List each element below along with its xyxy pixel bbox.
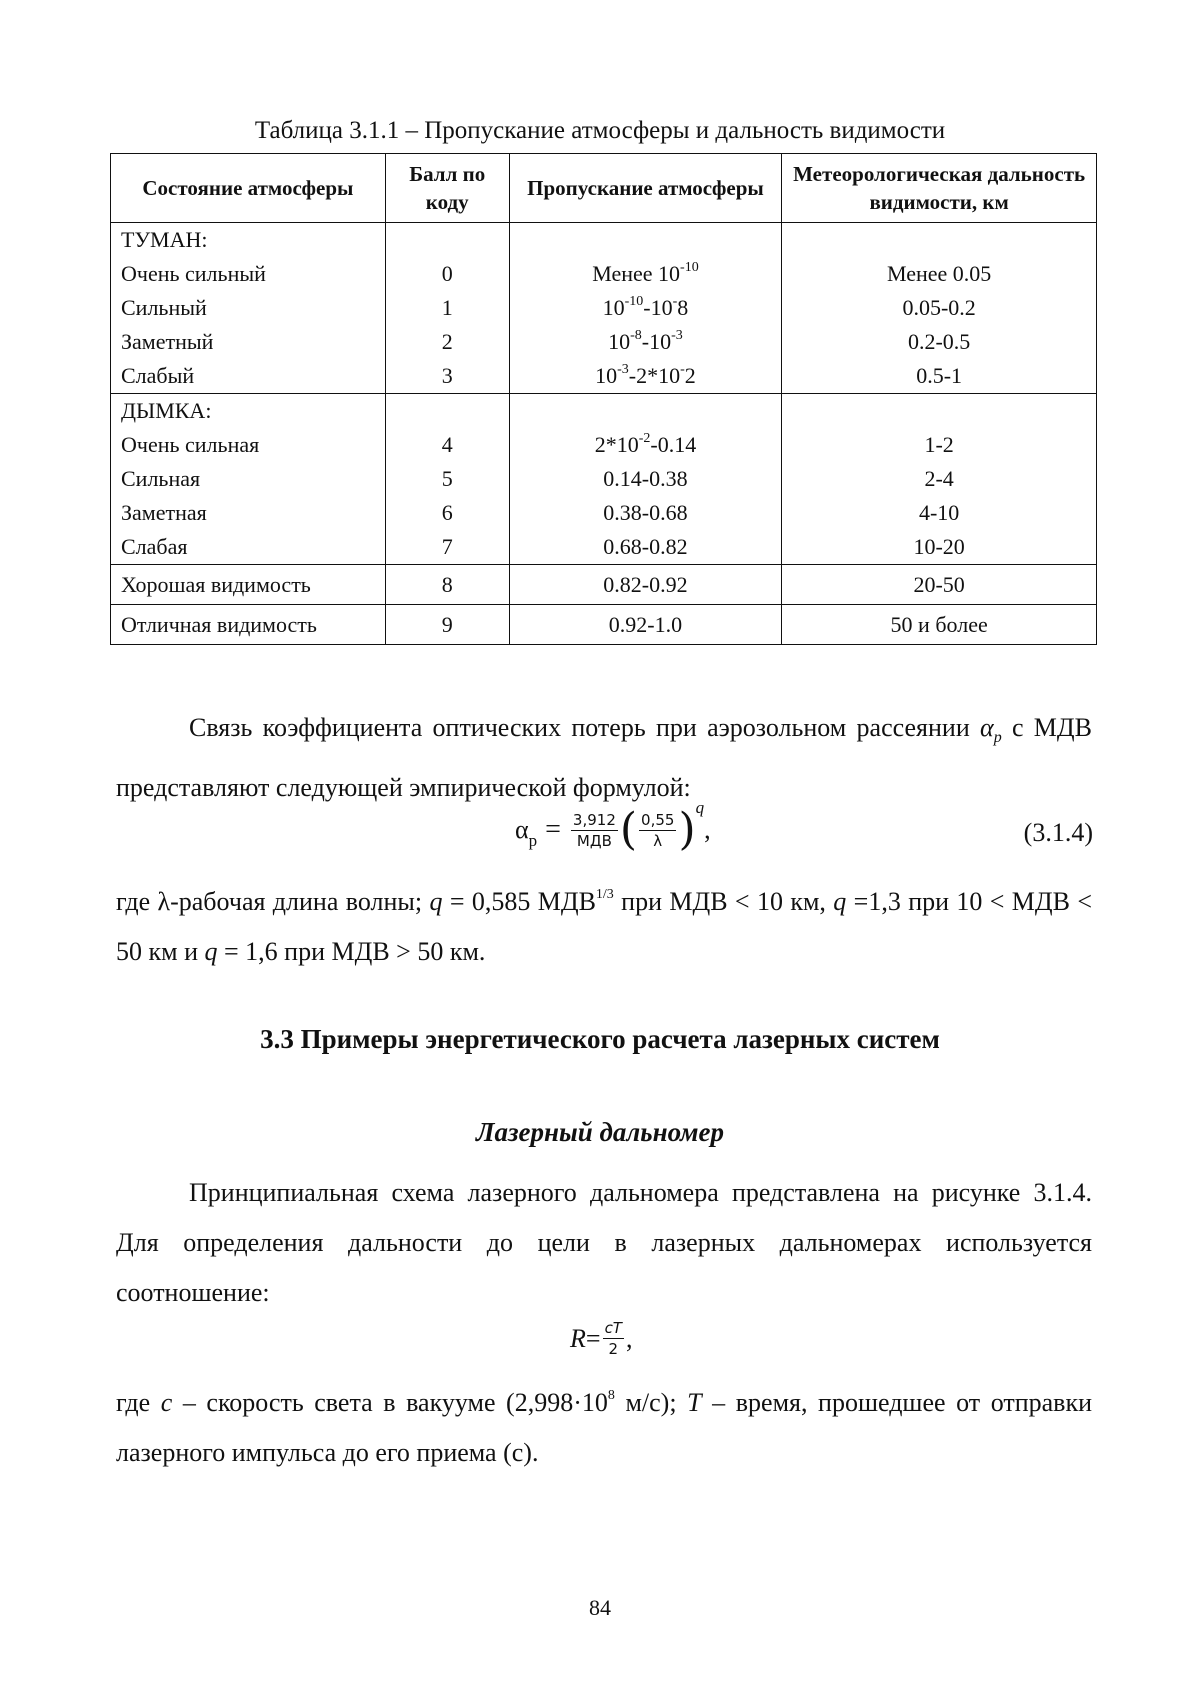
state-value: Слабый	[121, 363, 195, 388]
atmosphere-table	[110, 153, 1097, 645]
transmission-cell	[509, 223, 782, 394]
spacer	[510, 394, 782, 428]
transmission-cell	[509, 605, 782, 645]
state-cell	[111, 605, 386, 645]
visibility-value: 0.05-0.2	[902, 295, 976, 320]
code-value: 1	[441, 295, 453, 320]
transmission-value: $10^{-8}-10^{-3}$	[608, 327, 683, 354]
state-value: Отличная видимость	[121, 612, 317, 637]
transmission-value: $2*10^{-2}-0.14$	[594, 430, 697, 457]
formula-fraction-1: $\frac{3,912}{\text{МДВ}}$	[572, 810, 616, 850]
visibility-value: 20-50	[913, 572, 965, 597]
state-value: Сильный	[121, 295, 207, 320]
state-cell	[111, 565, 386, 605]
spacer	[386, 223, 509, 257]
visibility-value: 1-2	[924, 432, 954, 457]
state-value: Очень сильный	[121, 261, 266, 286]
paragraph-rangefinder: Принципиальная схема лазерного дальномера представлена на рисунке 3.1.4. Для определения дальности до цели в лазерных дальномерах используется соотношение:	[116, 1178, 1092, 1307]
state-value: Очень сильная	[121, 432, 260, 457]
code-cell	[385, 605, 509, 645]
paragraph-wavelength: где λ-рабочая длина волны; q = 0,585 $МДВ^{1/3}$ при МДВ < 10 км, q =1,3 при 10 < МДВ < 50 км и q = 1,6 при МДВ > 50 км.	[116, 887, 1093, 966]
right-paren: )	[678, 804, 696, 855]
code-value: 8	[441, 572, 453, 597]
code-cell	[385, 394, 509, 565]
code-value: 7	[441, 534, 453, 559]
state-cell	[111, 223, 386, 394]
table-group-row	[111, 394, 1097, 565]
transmission-value: $10^{-10}-10^-8$	[602, 293, 689, 320]
spacer	[386, 394, 509, 428]
formula-exponent: q	[695, 798, 705, 817]
table-group-row	[111, 223, 1097, 394]
transmission-value: 0.38-0.68	[603, 500, 688, 525]
state-value: Слабая	[121, 534, 188, 559]
visibility-cell	[782, 605, 1097, 645]
visibility-value: 2-4	[924, 466, 954, 491]
table-caption: Таблица 3.1.1 – Пропускание атмосферы и дальность видимости	[254, 117, 946, 144]
formula-range	[0, 1318, 1200, 1378]
formula-3-1-4	[0, 798, 1200, 868]
visibility-value: 0.2-0.5	[907, 329, 971, 354]
table-header-row	[111, 154, 1097, 223]
code-cell	[385, 223, 509, 394]
spacer	[782, 223, 1096, 257]
code-value: 5	[441, 466, 453, 491]
paragraph-speed-of-light: где c – скорость света в вакууме ($2,998\cdot 10^8$ м/с); T – время, прошедшее от отправки лазерного импульса до его приема (с).	[116, 1388, 1092, 1467]
spacer	[782, 394, 1096, 428]
visibility-value: 50 и более	[890, 612, 988, 637]
formula-range-equals: =	[585, 1323, 601, 1353]
code-value: 6	[441, 500, 453, 525]
group-title: ДЫМКА:	[121, 398, 212, 423]
formula-range-lhs: R	[570, 1323, 586, 1353]
header-code: Балл по коду	[385, 154, 509, 223]
paragraph-aerosol	[116, 703, 1092, 813]
paragraph-aerosol-tail: с МДВ представляют следующей эмпирической формулой:	[116, 713, 1092, 803]
state-value: Сильная	[121, 466, 201, 491]
section-heading: 3.3 Примеры энергетического расчета лазерных систем	[260, 1024, 940, 1054]
transmission-value: 0.92-1.0	[608, 612, 683, 637]
transmission-cell	[509, 565, 782, 605]
formula-lhs: $\alpha_p$	[515, 815, 538, 850]
code-value: 2	[441, 329, 453, 354]
state-value: Заметный	[121, 329, 214, 354]
visibility-cell	[782, 223, 1097, 394]
transmission-cell	[509, 394, 782, 565]
table-row	[111, 565, 1097, 605]
visibility-cell	[782, 565, 1097, 605]
transmission-value: 0.14-0.38	[603, 466, 688, 491]
group-title: ТУМАН:	[121, 227, 208, 252]
visibility-value: 0.5-1	[916, 363, 963, 388]
spacer	[510, 223, 782, 257]
transmission-value: 0.68-0.82	[603, 534, 688, 559]
transmission-value: 0.82-0.92	[603, 572, 688, 597]
code-value: 9	[441, 612, 453, 637]
visibility-cell	[782, 394, 1097, 565]
state-value: Хорошая видимость	[121, 572, 311, 597]
header-visibility: Метеорологическая дальность видимости, км	[782, 154, 1097, 223]
code-value: 4	[441, 432, 453, 457]
formula-comma: ,	[704, 815, 711, 844]
formula-number: (3.1.4)	[1023, 818, 1093, 847]
formula-range-comma: ,	[625, 1323, 633, 1353]
code-cell	[385, 565, 509, 605]
state-value: Заметная	[121, 500, 207, 525]
state-cell	[111, 394, 386, 565]
formula-fraction-2: $\frac{0,55}{\lambda}$	[641, 810, 675, 850]
alpha-symbol: $\alpha_p$	[980, 713, 1002, 747]
formula-range-fraction: $\frac{cT}{2}$	[604, 1319, 622, 1358]
formula-equals: =	[545, 814, 561, 845]
visibility-value: Менее 0.05	[886, 261, 992, 286]
page-number: 84	[589, 1595, 611, 1620]
transmission-value: Менее $10^{-10}$	[592, 259, 699, 286]
table-row	[111, 605, 1097, 645]
table-body	[111, 223, 1097, 645]
visibility-value: 4-10	[918, 500, 960, 525]
code-value: 0	[441, 261, 453, 286]
left-paren: (	[619, 804, 638, 855]
header-state: Состояние атмосферы	[111, 154, 386, 223]
code-value: 3	[441, 363, 453, 388]
visibility-value: 10-20	[913, 534, 965, 559]
subsection-heading: Лазерный дальномер	[475, 1117, 725, 1147]
header-transmission: Пропускание атмосферы	[509, 154, 782, 223]
paragraph-aerosol-text: Связь коэффициента оптических потерь при аэрозольном рассеянии	[189, 713, 970, 742]
transmission-value: $10^{-3}-2*10^-2$	[595, 361, 696, 388]
